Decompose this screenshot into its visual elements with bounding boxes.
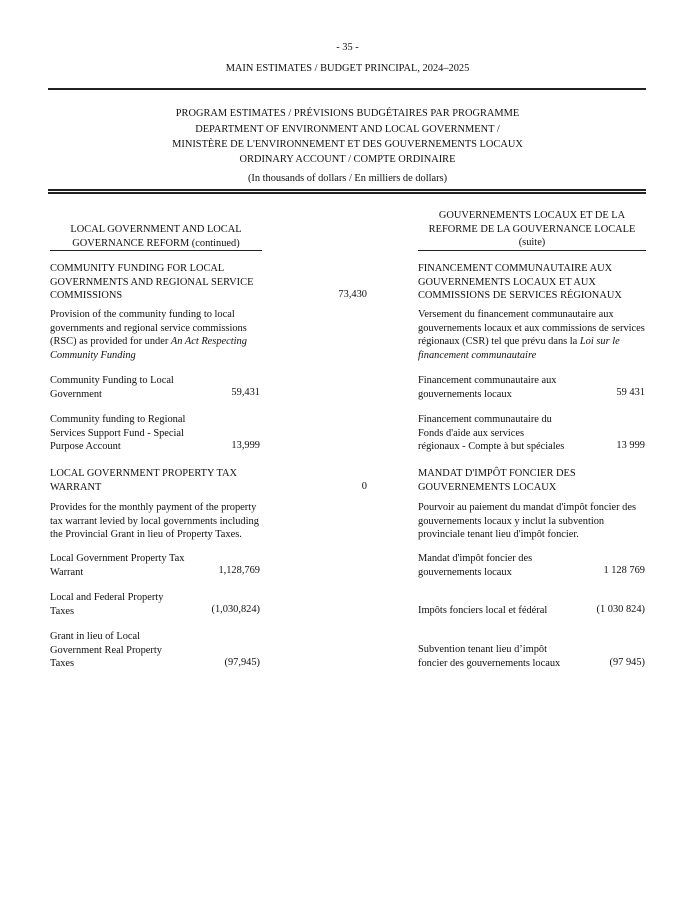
line-item-en: Local Government Property Tax Warrant	[50, 553, 185, 578]
program-estimates-heading: PROGRAM ESTIMATES / PRÉVISIONS BUDGÉTAIRES PAR PROGRAMME	[175, 108, 520, 119]
program-description-fr: Pourvoir au paiement du mandat d'impôt foncier des gouvernements locaux y inclut la subvention provinciale tenant lieu d'impôt foncier.	[418, 502, 637, 540]
program-title-en: LOCAL GOVERNMENT PROPERTY TAX WARRANT	[50, 468, 238, 493]
program-description-fr: Versement du financement communautaire aux gouvernements locaux et aux commissions de services régionaux (CSR) tel que prévu dans la Loi sur le financement communautaire	[418, 309, 645, 361]
line-item-amount-en: (1,030,824)	[211, 604, 260, 615]
line-item-amount-en: 13,999	[231, 440, 260, 451]
line-item-amount-en: 1,128,769	[218, 565, 260, 576]
line-item-amount-fr: 59 431	[616, 387, 645, 398]
page-number: - 35 -	[336, 42, 359, 53]
double-rule-top	[48, 189, 646, 191]
line-item-fr: Subvention tenant lieu d’impôt foncier des gouvernements locaux	[418, 644, 561, 669]
line-item-fr: Mandat d'impôt foncier des gouvernements locaux	[418, 553, 533, 578]
running-title: MAIN ESTIMATES / BUDGET PRINCIPAL, 2024–2025	[225, 63, 470, 74]
program-description-en: Provision of the community funding to local governments and regional service commissions (RSC) as provided for under An Act Respecting Community Funding	[50, 309, 247, 361]
section-rule-fr	[418, 250, 646, 251]
line-item-amount-en: (97,945)	[224, 657, 260, 668]
program-title-fr: FINANCEMENT COMMUNAUTAIRE AUX GOUVERNEMENTS LOCAUX ET AUX COMMISSIONS DE SERVICES RÉGIONAUX	[418, 263, 622, 301]
header-rule	[48, 88, 646, 90]
line-item-en: Grant in lieu of Local Government Real Property Taxes	[50, 631, 162, 669]
section-heading-en: LOCAL GOVERNMENT AND LOCAL GOVERNANCE REFORM (continued)	[70, 224, 242, 249]
line-item-fr: Impôts fonciers local et fédéral	[418, 605, 548, 616]
line-item-amount-fr: (1 030 824)	[596, 604, 645, 615]
section-rule-en	[50, 250, 262, 251]
department-heading: DEPARTMENT OF ENVIRONMENT AND LOCAL GOVERNMENT /	[195, 124, 500, 135]
line-item-amount-fr: 13 999	[616, 440, 645, 451]
program-title-fr: MANDAT D'IMPÔT FONCIER DES GOUVERNEMENTS LOCAUX	[418, 468, 576, 493]
units-note: (In thousands of dollars / En milliers de dollars)	[247, 173, 448, 184]
line-item-amount-fr: 1 128 769	[603, 565, 645, 576]
program-title-en: COMMUNITY FUNDING FOR LOCAL GOVERNMENTS AND REGIONAL SERVICE COMMISSIONS	[50, 263, 254, 301]
line-item-en: Local and Federal Property Taxes	[50, 592, 164, 617]
line-item-en: Community Funding to Local Government	[50, 375, 174, 400]
line-item-amount-en: 59,431	[231, 387, 260, 398]
line-item-en: Community funding to Regional Services Support Fund - Special Purpose Account	[50, 414, 186, 452]
program-description-en: Provides for the monthly payment of the property tax warrant levied by local governments including the Provincial Grant in lieu of Property Taxes.	[50, 502, 259, 540]
ministry-heading: MINISTÈRE DE L'ENVIRONNEMENT ET DES GOUVERNEMENTS LOCAUX	[172, 139, 523, 150]
section-heading-fr: GOUVERNEMENTS LOCAUX ET DE LA REFORME DE LA GOUVERNANCE LOCALE (suite)	[428, 210, 636, 248]
line-item-fr: Financement communautaire du Fonds d'aide aux services régionaux - Compte à but spéciales	[418, 414, 565, 452]
double-rule-bottom	[48, 192, 646, 194]
line-item-amount-fr: (97 945)	[609, 657, 645, 668]
program-total: 0	[361, 481, 367, 492]
line-item-fr: Financement communautaire aux gouvernements locaux	[418, 375, 557, 400]
program-total: 73,430	[338, 289, 367, 300]
account-heading: ORDINARY ACCOUNT / COMPTE ORDINAIRE	[239, 154, 456, 165]
